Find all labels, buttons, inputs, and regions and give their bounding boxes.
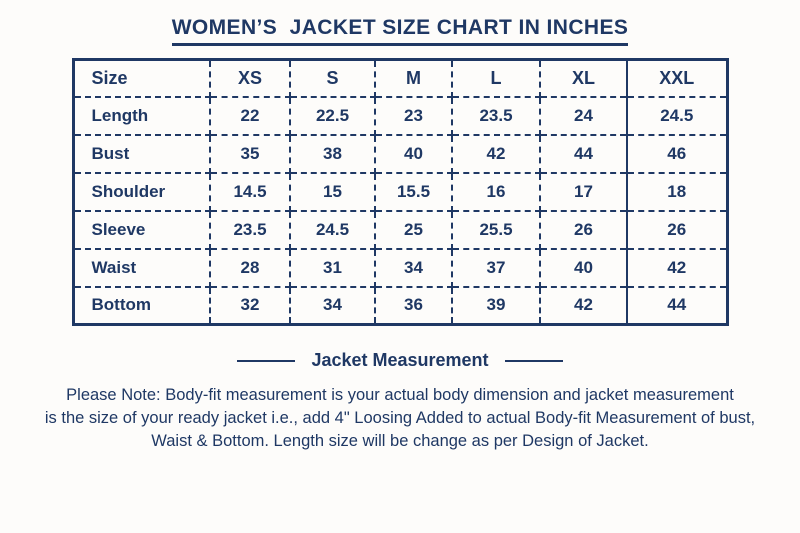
- size-chart-cell: 23: [375, 97, 452, 135]
- note-line-1: Please Note: Body-fit measurement is your actual body dimension and jacket measurement: [66, 386, 734, 404]
- size-chart-cell: 38: [290, 135, 375, 173]
- size-chart-cell: 40: [375, 135, 452, 173]
- right-dash-line: [505, 360, 563, 362]
- table-row: [73, 97, 727, 135]
- size-chart-header-cell: XL: [540, 60, 627, 97]
- size-chart-cell: 23.5: [452, 97, 540, 135]
- size-chart-cell: 34: [375, 249, 452, 287]
- size-chart-cell: 14.5: [210, 173, 290, 211]
- size-chart-cell: 22.5: [290, 97, 375, 135]
- table-row: [73, 211, 727, 249]
- header-row: [73, 60, 727, 97]
- size-chart-cell: 24.5: [290, 211, 375, 249]
- jacket-measurement-heading: Jacket Measurement: [311, 350, 489, 370]
- table-row: [73, 287, 727, 325]
- size-chart-cell: 42: [540, 287, 627, 325]
- size-chart-cell: 15.5: [375, 173, 452, 211]
- size-chart-header-cell: XS: [210, 60, 290, 97]
- size-chart-cell: 17: [540, 173, 627, 211]
- size-chart-row-label: Shoulder: [73, 173, 210, 211]
- size-chart-cell: 15: [290, 173, 375, 211]
- size-chart-header-cell: Size: [73, 60, 210, 97]
- size-chart-cell: 42: [627, 249, 727, 287]
- size-chart-row-label: Sleeve: [73, 211, 210, 249]
- size-chart-cell: 23.5: [210, 211, 290, 249]
- title-bar: [0, 0, 800, 46]
- size-chart-cell: 26: [627, 211, 727, 249]
- size-chart-cell: 16: [452, 173, 540, 211]
- size-chart-cell: 35: [210, 135, 290, 173]
- size-chart-cell: 24: [540, 97, 627, 135]
- size-chart-cell: 31: [290, 249, 375, 287]
- note-line-2: is the size of your ready jacket i.e., add 4" Loosing Added to actual Body-fit Measurement of bust,: [44, 408, 756, 427]
- size-chart-cell: 37: [452, 249, 540, 287]
- size-chart-header-cell: M: [375, 60, 452, 97]
- size-chart-cell: 25.5: [452, 211, 540, 249]
- size-chart-cell: 44: [540, 135, 627, 173]
- size-chart-body: [73, 97, 727, 325]
- size-chart-header-row: [73, 60, 727, 97]
- size-chart-header-cell: XXL: [627, 60, 727, 97]
- size-chart-cell: 24.5: [627, 97, 727, 135]
- size-chart-cell: 18: [627, 173, 727, 211]
- jacket-measurement-row: [0, 350, 800, 371]
- size-chart-cell: 25: [375, 211, 452, 249]
- table-row: [73, 173, 727, 211]
- table-row: [73, 249, 727, 287]
- size-chart-cell: 44: [627, 287, 727, 325]
- size-chart-cell: 22: [210, 97, 290, 135]
- size-chart-table: [72, 58, 729, 326]
- page-title: WOMEN’S JACKET SIZE CHART IN INCHES: [172, 16, 629, 46]
- note-line-3: Waist & Bottom. Length size will be change as per Design of Jacket.: [151, 431, 649, 450]
- size-chart-cell: 34: [290, 287, 375, 325]
- size-chart-cell: 28: [210, 249, 290, 287]
- size-chart-header-cell: S: [290, 60, 375, 97]
- left-dash-line: [237, 360, 295, 362]
- table-row: [73, 135, 727, 173]
- size-chart-cell: 42: [452, 135, 540, 173]
- size-chart-row-label: Length: [73, 97, 210, 135]
- note-text: [0, 384, 800, 452]
- size-chart-cell: 26: [540, 211, 627, 249]
- size-chart-row-label: Bottom: [73, 287, 210, 325]
- size-chart-header-cell: L: [452, 60, 540, 97]
- size-chart-cell: 32: [210, 287, 290, 325]
- size-chart-cell: 40: [540, 249, 627, 287]
- size-chart-row-label: Waist: [73, 249, 210, 287]
- size-chart-cell: 46: [627, 135, 727, 173]
- size-chart-row-label: Bust: [73, 135, 210, 173]
- size-chart-cell: 39: [452, 287, 540, 325]
- size-chart-cell: 36: [375, 287, 452, 325]
